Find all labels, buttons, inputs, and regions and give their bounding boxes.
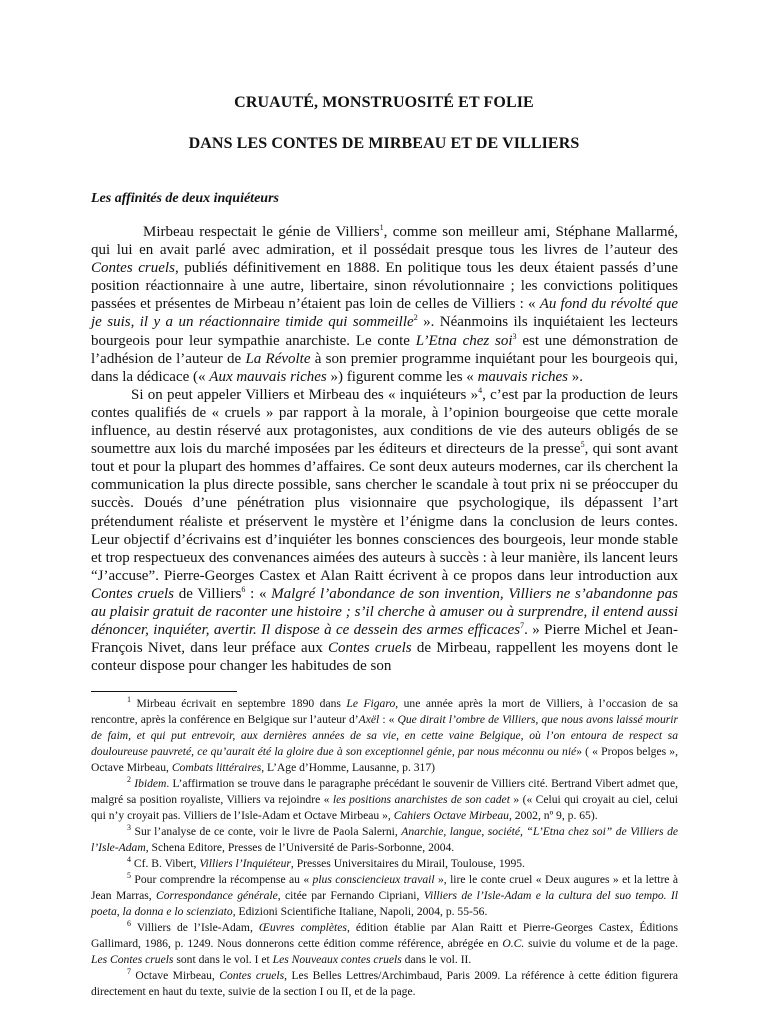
- footnote-ref-6[interactable]: 6: [241, 584, 246, 594]
- footnote-6: $^6$ Villiers de l’Isle-Adam, Œuvres complètes, édition établie par Alan Raitt et Pierre-Georges Castex, Éditions Gallimard, 1986, p. 1249. Nous donnerons cette édition comme référence, abrégée en O.C. suivie du volume et de la page. Les Contes cruels sont dans le vol. I et Les Nouveaux contes cruels dans le vol. II.: [91, 919, 678, 966]
- footnote-4: $^4$ Cf. B. Vibert, Villiers l’Inquiéteur, Presses Universitaires du Mirail, Toulouse, 1995.: [127, 855, 525, 870]
- footnote-ref-7[interactable]: 7: [520, 621, 525, 631]
- footnote-ref-4[interactable]: 4: [478, 385, 483, 395]
- footnote-separator: [91, 691, 237, 692]
- paragraph-2: Si on peut appeler Villiers et Mirbeau des « inquiéteurs »$^4$, c’est par la production de leurs contes qualifiés de « cruels » par rapport à la morale, à l’opinion bourgeoise que cette morale influence, au destin réservé aux protagonistes, aux conditions de vie des auteurs obligés de se soumettre aux lois du marché imposées par les éditeurs et directeurs de la presse$^5$, qui sont avant tout et pour la plupart des hommes d’affaires. Ce sont deux auteurs modernes, car ils cherchent la communication la plus directe possible, sans chercher le scandale à tout prix ni se préoccuper du succès. Doués d’une pénétration plus visionnaire que psychologique, ils dépassent l’art prétendument réaliste et préservent le mystère et l’énigme dans la conclusion de leurs contes. Leur objectif d’écrivains est d’inquiéter les bonnes consciences des bourgeois, leur monde stable et trop respectueux des convenances aimées des auteurs à succès : à leur manière, ils lancent leurs “J’accuse”. Pierre-Georges Castex et Alan Raitt écrivent à ce propos dans leur introduction aux Contes cruels de Villiers$^6$ : « Malgré l’abondance de son invention, Villiers ne s’abandonne pas au plaisir gratuit de raconter une histoire ; s’il cherche à amuser ou à surprendre, il entend aussi dénoncer, inquiéter, avertir. Il dispose à ce dessein des armes efficaces$^7$. » Pierre Michel et Jean-François Nivet, dans leur préface aux Contes cruels de Mirbeau, rappellent les moyens dont le conteur dispose pour changer les habitudes de son: [91, 385, 679, 675]
- footnote-ref-5[interactable]: 5: [580, 440, 585, 450]
- footnote-7: $^7$ Octave Mirbeau, Contes cruels, Les Belles Lettres/Archimbaud, Paris 2009. La référence à cette édition figurera directement en haut du texte, suivie de la section I ou II, et de la page.: [91, 967, 679, 998]
- footnotes: [91, 696, 678, 1000]
- footnote-ref-1[interactable]: 1: [379, 223, 384, 232]
- paragraph-1: Mirbeau respectait le génie de Villiers$^1$, comme son meilleur ami, Stéphane Mallarmé, qui lui en avait parlé avec admiration, et il possédait presque tous les livres de l’auteur des Contes cruels, publiés définitivement en 1888. En politique tous les deux étaient passés d’une position réactionnaire à une autre, libertaire, sinon révolutionnaire ; les convictions politiques passées et présentes de Mirbeau n’étaient pas loin de celles de Villiers : « Au fond du révolté que je suis, il y a un réactionnaire timide qui sommeille$^2$ ». Néanmoins ils inquiétaient les lecteurs bourgeois pour leur sympathie anarchiste. Le conte L’Etna chez soi$^3$ est une démonstration de l’adhésion de l’auteur de La Révolte à son premier programme inquiétant pour les bourgeois qui, dans la dédicace (« Aux mauvais riches ») figurent comme les « mauvais riches ».: [91, 223, 679, 385]
- title-line-2: DANS LES CONTES DE MIRBEAU ET DE VILLIERS: [188, 135, 580, 152]
- footnote-ref-3[interactable]: 3: [512, 331, 517, 341]
- footnote-1: $^1$ Mirbeau écrivait en septembre 1890 dans Le Figaro, une année après la mort de Villiers, à l’occasion de sa rencontre, après la conférence en Belgique sur l’auteur d’Axël : « Que dirait l’ombre de Villiers, que nous avons laissé mourir de faim, et qui put entrevoir, aux dernières années de sa vie, en cette vaine Belgique, où l’on entoura de respect sa douloureuse pauvreté, ce qu’aurait été la gloire due à son exceptionnel génie, par nous méconnu ou nié» ( « Propos belges », Octave Mirbeau, Combats littéraires, L’Age d’Homme, Lausanne, p. 317): [91, 695, 678, 774]
- footnote-3: $^3$ Sur l’analyse de ce conte, voir le livre de Paola Salerni, Anarchie, langue, société, “L’Etna chez soi” de Villiers de l’Isle-Adam, Schena Editore, Presses de l’Université de Paris-Sorbonne, 2004.: [91, 823, 679, 854]
- section-heading: Les affinités de deux inquiéteurs: [91, 191, 279, 206]
- footnote-ref-2[interactable]: 2: [413, 313, 418, 323]
- footnote-2: $^2$ Ibidem. L’affirmation se trouve dans le paragraphe précédant le souvenir de Villiers cité. Bertrand Vibert admet que, malgré sa position royaliste, Villiers va rejoindre « les positions anarchistes de son cadet » (« Celui qui croyait au ciel, celui qui n’y croyait pas. Villiers de l’Isle-Adam et Octave Mirbeau », Cahiers Octave Mirbeau, 2002, nº 9, p. 65).: [91, 775, 679, 822]
- footnote-5: $^5$ Pour comprendre la récompense au « plus consciencieux travail », lire le conte cruel « Deux augures » et la lettre à Jean Marras, Correspondance générale, citée par Fernando Cipriani, Villiers de l’Isle-Adam e la cultura del suo tempo. Il poeta, la donna e lo scienziato, Edizioni Scientifiche Italiane, Napoli, 2004, p. 55-56.: [91, 871, 679, 918]
- title-line-1: CRUAUTÉ, MONSTRUOSITÉ ET FOLIE: [234, 94, 534, 111]
- body-text: [91, 223, 678, 675]
